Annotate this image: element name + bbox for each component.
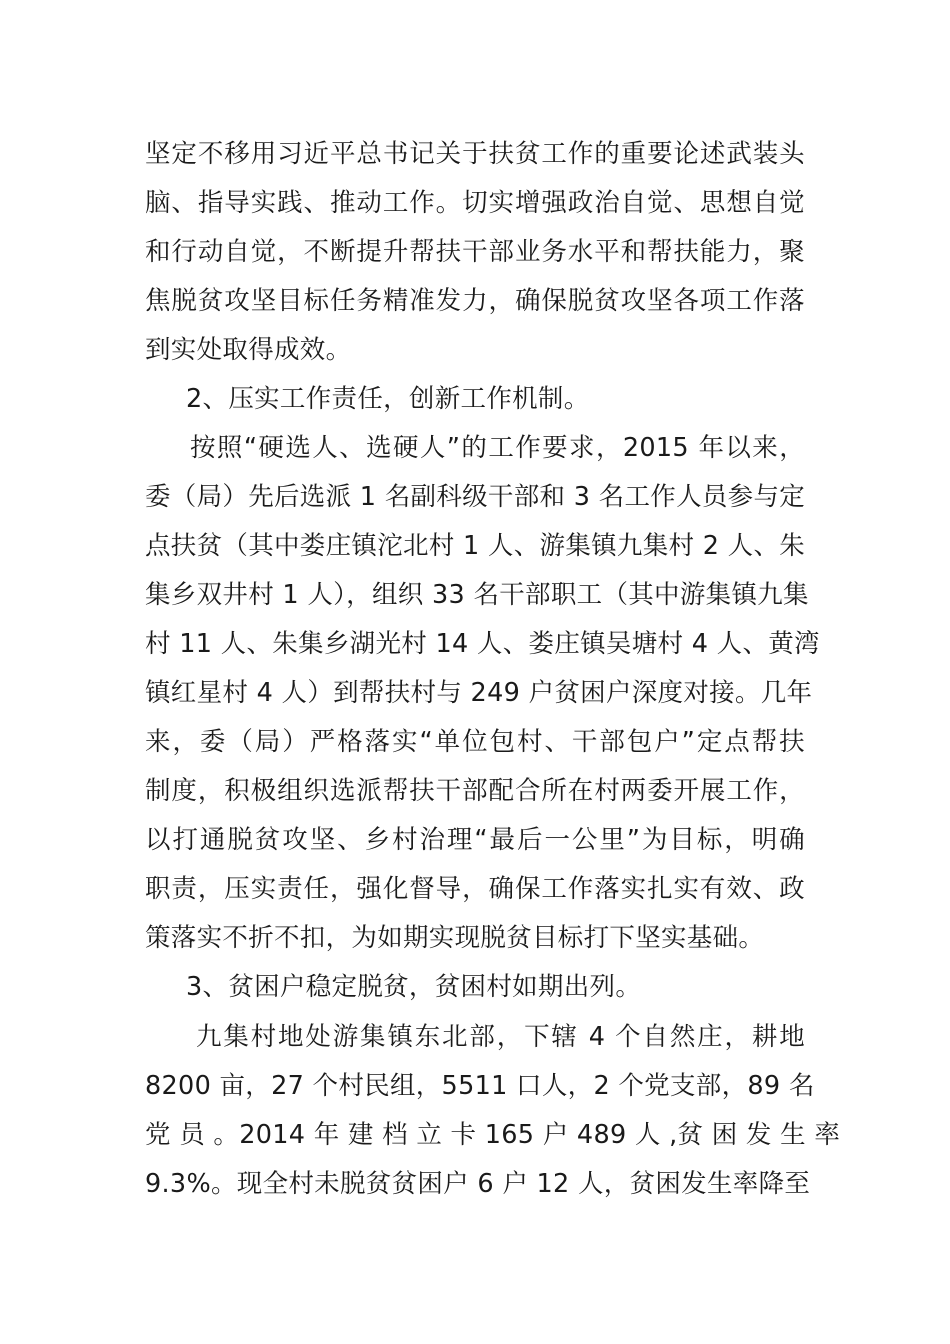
text-line: 到实处取得成效。 [145,335,352,365]
text-line: 九集村地处游集镇东北部，下辖 4 个自然庄，耕地 [196,1022,805,1052]
text-line: 村 11 人、朱集乡湖光村 14 人、娄庄镇吴塘村 4 人、黄湾 [145,629,820,659]
text-line: 集乡双井村 1 人），组织 33 名干部职工（其中游集镇九集 [145,580,809,610]
text-line: 按照“硬选人、选硬人”的工作要求，2015 年以来， [190,433,805,463]
text-line: 8200 亩，27 个村民组，5511 口人，2 个党支部，89 名 [145,1071,815,1101]
text-line: 点扶贫（其中娄庄镇沱北村 1 人、游集镇九集村 2 人、朱 [145,531,806,561]
text-line: 焦脱贫攻坚目标任务精准发力，确保脱贫攻坚各项工作落 [145,286,805,316]
text-line: 镇红星村 4 人）到帮扶村与 249 户贫困户深度对接。几年 [145,678,813,708]
text-line: 来，委（局）严格落实“单位包村、干部包户”定点帮扶 [145,727,805,757]
text-line: 和行动自觉，不断提升帮扶干部业务水平和帮扶能力，聚 [145,237,805,267]
text-line: 策落实不折不扣，为如期实现脱贫目标打下坚实基础。 [145,923,765,953]
text-line: 委（局）先后选派 1 名副科级干部和 3 名工作人员参与定 [145,482,806,512]
text-line: 以打通脱贫攻坚、乡村治理“最后一公里”为目标，明确 [145,825,805,855]
section-heading: 3、贫困户稳定脱贫，贫困村如期出列。 [186,972,642,1002]
text-line: 制度，积极组织选派帮扶干部配合所在村两委开展工作， [145,776,805,806]
text-line: 坚定不移用习近平总书记关于扶贫工作的重要论述武装头 [145,139,805,169]
text-line: 脑、指导实践、推动工作。切实增强政治自觉、思想自觉 [145,188,805,218]
text-line: 党 员 。2014 年 建 档 立 卡 165 户 489 人 ,贫 困 发 生 率 [145,1120,841,1150]
section-heading: 2、压实工作责任，创新工作机制。 [186,384,590,414]
text-line: 9.3%。现全村未脱贫贫困户 6 户 12 人，贫困发生率降至 [145,1169,811,1199]
text-line: 职责，压实责任，强化督导，确保工作落实扎实有效、政 [145,874,805,904]
